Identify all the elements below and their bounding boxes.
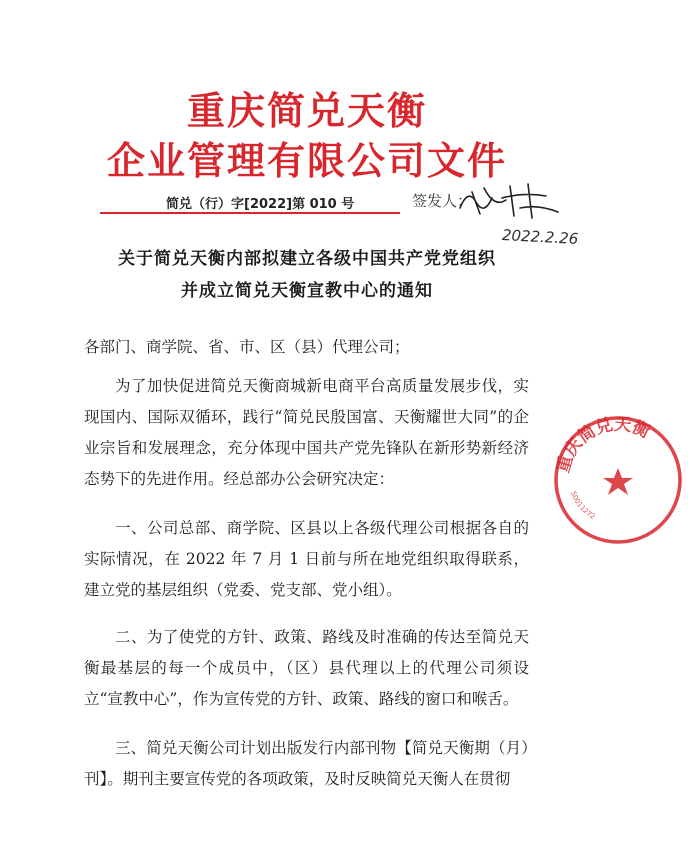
signature-date-text: 2022.2.26 [501,226,579,248]
document-number: 简兑（行）字[2022]第 010 号 [166,197,355,212]
paragraph-item-2: 二、为了使党的方针、政策、路线及时准确的传达至简兑天衡最基层的每一个成员中，（区）县代理以上的代理公司须设立“宣教中心”，作为宣传党的方针、政策、路线的窗口和喉舌。 [84,628,529,708]
seal-number: 50011272 [568,490,597,522]
handwritten-signature [454,178,564,222]
notice-title-line2: 并成立简兑天衡宣教中心的通知 [181,281,433,301]
paragraph-intro: 为了加快促进简兑天衡商城新电商平台高质量发展步伐，实现国内、国际双循环，践行“简兑民殷国富、天衡耀世大同”的企业宗旨和发展理念，充分体现中国共产党先锋队在新形势新经济态势下的先进作用。经总部办公会研究决定： [84,377,529,488]
svg-text:50011272 [569,490,596,521]
company-seal [548,410,688,550]
greeting: 各部门、商学院、省、市、区（县）代理公司； [84,338,410,356]
signer-label: 签发人： [412,192,473,210]
paragraph-item-3: 三、简兑天衡公司计划出版发行内部刊物【简兑天衡期（月）刊】。期刊主要宣传党的各项政策，及时反映简兑天衡人在贯彻 [84,739,529,788]
header-company-name: 重庆简兑天衡 [186,88,427,133]
header-document-type: 企业管理有限公司文件 [106,138,507,183]
header-red-rule [100,212,400,214]
notice-title-line1: 关于简兑天衡内部拟建立各级中国共产党党组织 [118,249,496,269]
seal-star-icon [603,468,633,495]
svg-text:重庆简兑天衡 [552,414,653,475]
seal-text: 重庆简兑天衡 [553,414,653,476]
paragraph-item-1: 一、公司总部、商学院、区县以上各级代理公司根据各自的实际情况，在 2022 年 7 月 1 日前与所在地党组织取得联系，建立党的基层组织（党委、党支部、党小组）。 [84,519,529,599]
